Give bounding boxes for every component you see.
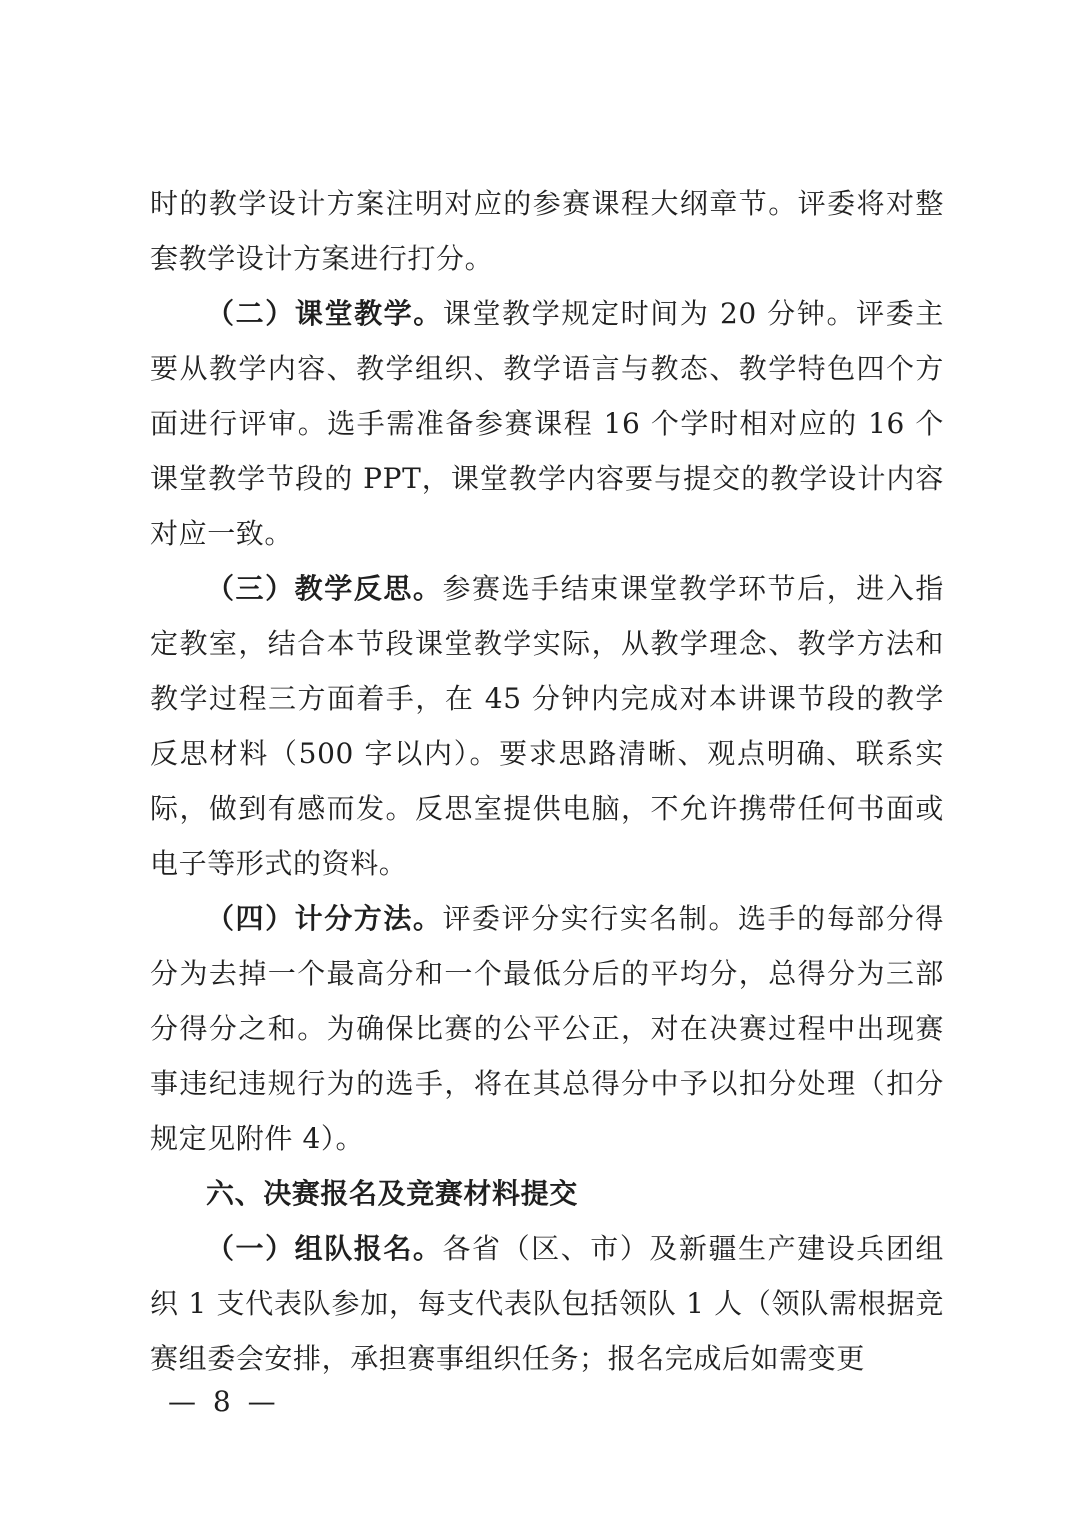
paragraph-team-registration-lead: （一）组队报名。	[206, 1232, 443, 1265]
paragraph-team-registration	[150, 1221, 944, 1386]
paragraph-scoring-method-lead: （四）计分方法。	[206, 902, 443, 935]
paragraph-1-text: 时的教学设计方案注明对应的参赛课程大纲章节。评委将对整套教学设计方案进行打分。	[150, 187, 944, 275]
paragraph-teaching-reflection	[150, 561, 944, 891]
paragraph-classroom-teaching	[150, 286, 944, 561]
paragraph-teaching-reflection-lead: （三）教学反思。	[206, 572, 443, 605]
paragraph-scoring-method	[150, 891, 944, 1166]
paragraph-teaching-reflection-text: 参赛选手结束课堂教学环节后，进入指定教室，结合本节段课堂教学实际，从教学理念、教学方法和教学过程三方面着手，在 45 分钟内完成对本讲课节段的教学反思材料（500 字以内）。要求思路清晰、观点明确、联系实际，做到有感而发。反思室提供电脑，不允许携带任何书面或电子等形式的资料。	[150, 572, 944, 880]
page-number: — 8 —	[168, 1385, 280, 1418]
paragraph-classroom-teaching-text: 课堂教学规定时间为 20 分钟。评委主要从教学内容、教学组织、教学语言与教态、教学特色四个方面进行评审。选手需准备参赛课程 16 个学时相对应的 16 个课堂教学节段的 PPT，课堂教学内容要与提交的教学设计内容对应一致。	[150, 297, 944, 550]
paragraph-1	[150, 176, 944, 286]
document-body	[150, 176, 944, 1386]
paragraph-classroom-teaching-lead: （二）课堂教学。	[206, 297, 443, 330]
paragraph-team-registration-text: 各省（区、市）及新疆生产建设兵团组织 1 支代表队参加，每支代表队包括领队 1 人（领队需根据竞赛组委会安排，承担赛事组织任务；报名完成后如需变更	[150, 1232, 944, 1375]
paragraph-scoring-method-text: 评委评分实行实名制。选手的每部分得分为去掉一个最高分和一个最低分后的平均分，总得分为三部分得分之和。为确保比赛的公平公正，对在决赛过程中出现赛事违纪违规行为的选手，将在其总得分中予以扣分处理（扣分规定见附件 4）。	[150, 902, 944, 1155]
section-heading: 六、决赛报名及竞赛材料提交	[206, 1177, 578, 1210]
